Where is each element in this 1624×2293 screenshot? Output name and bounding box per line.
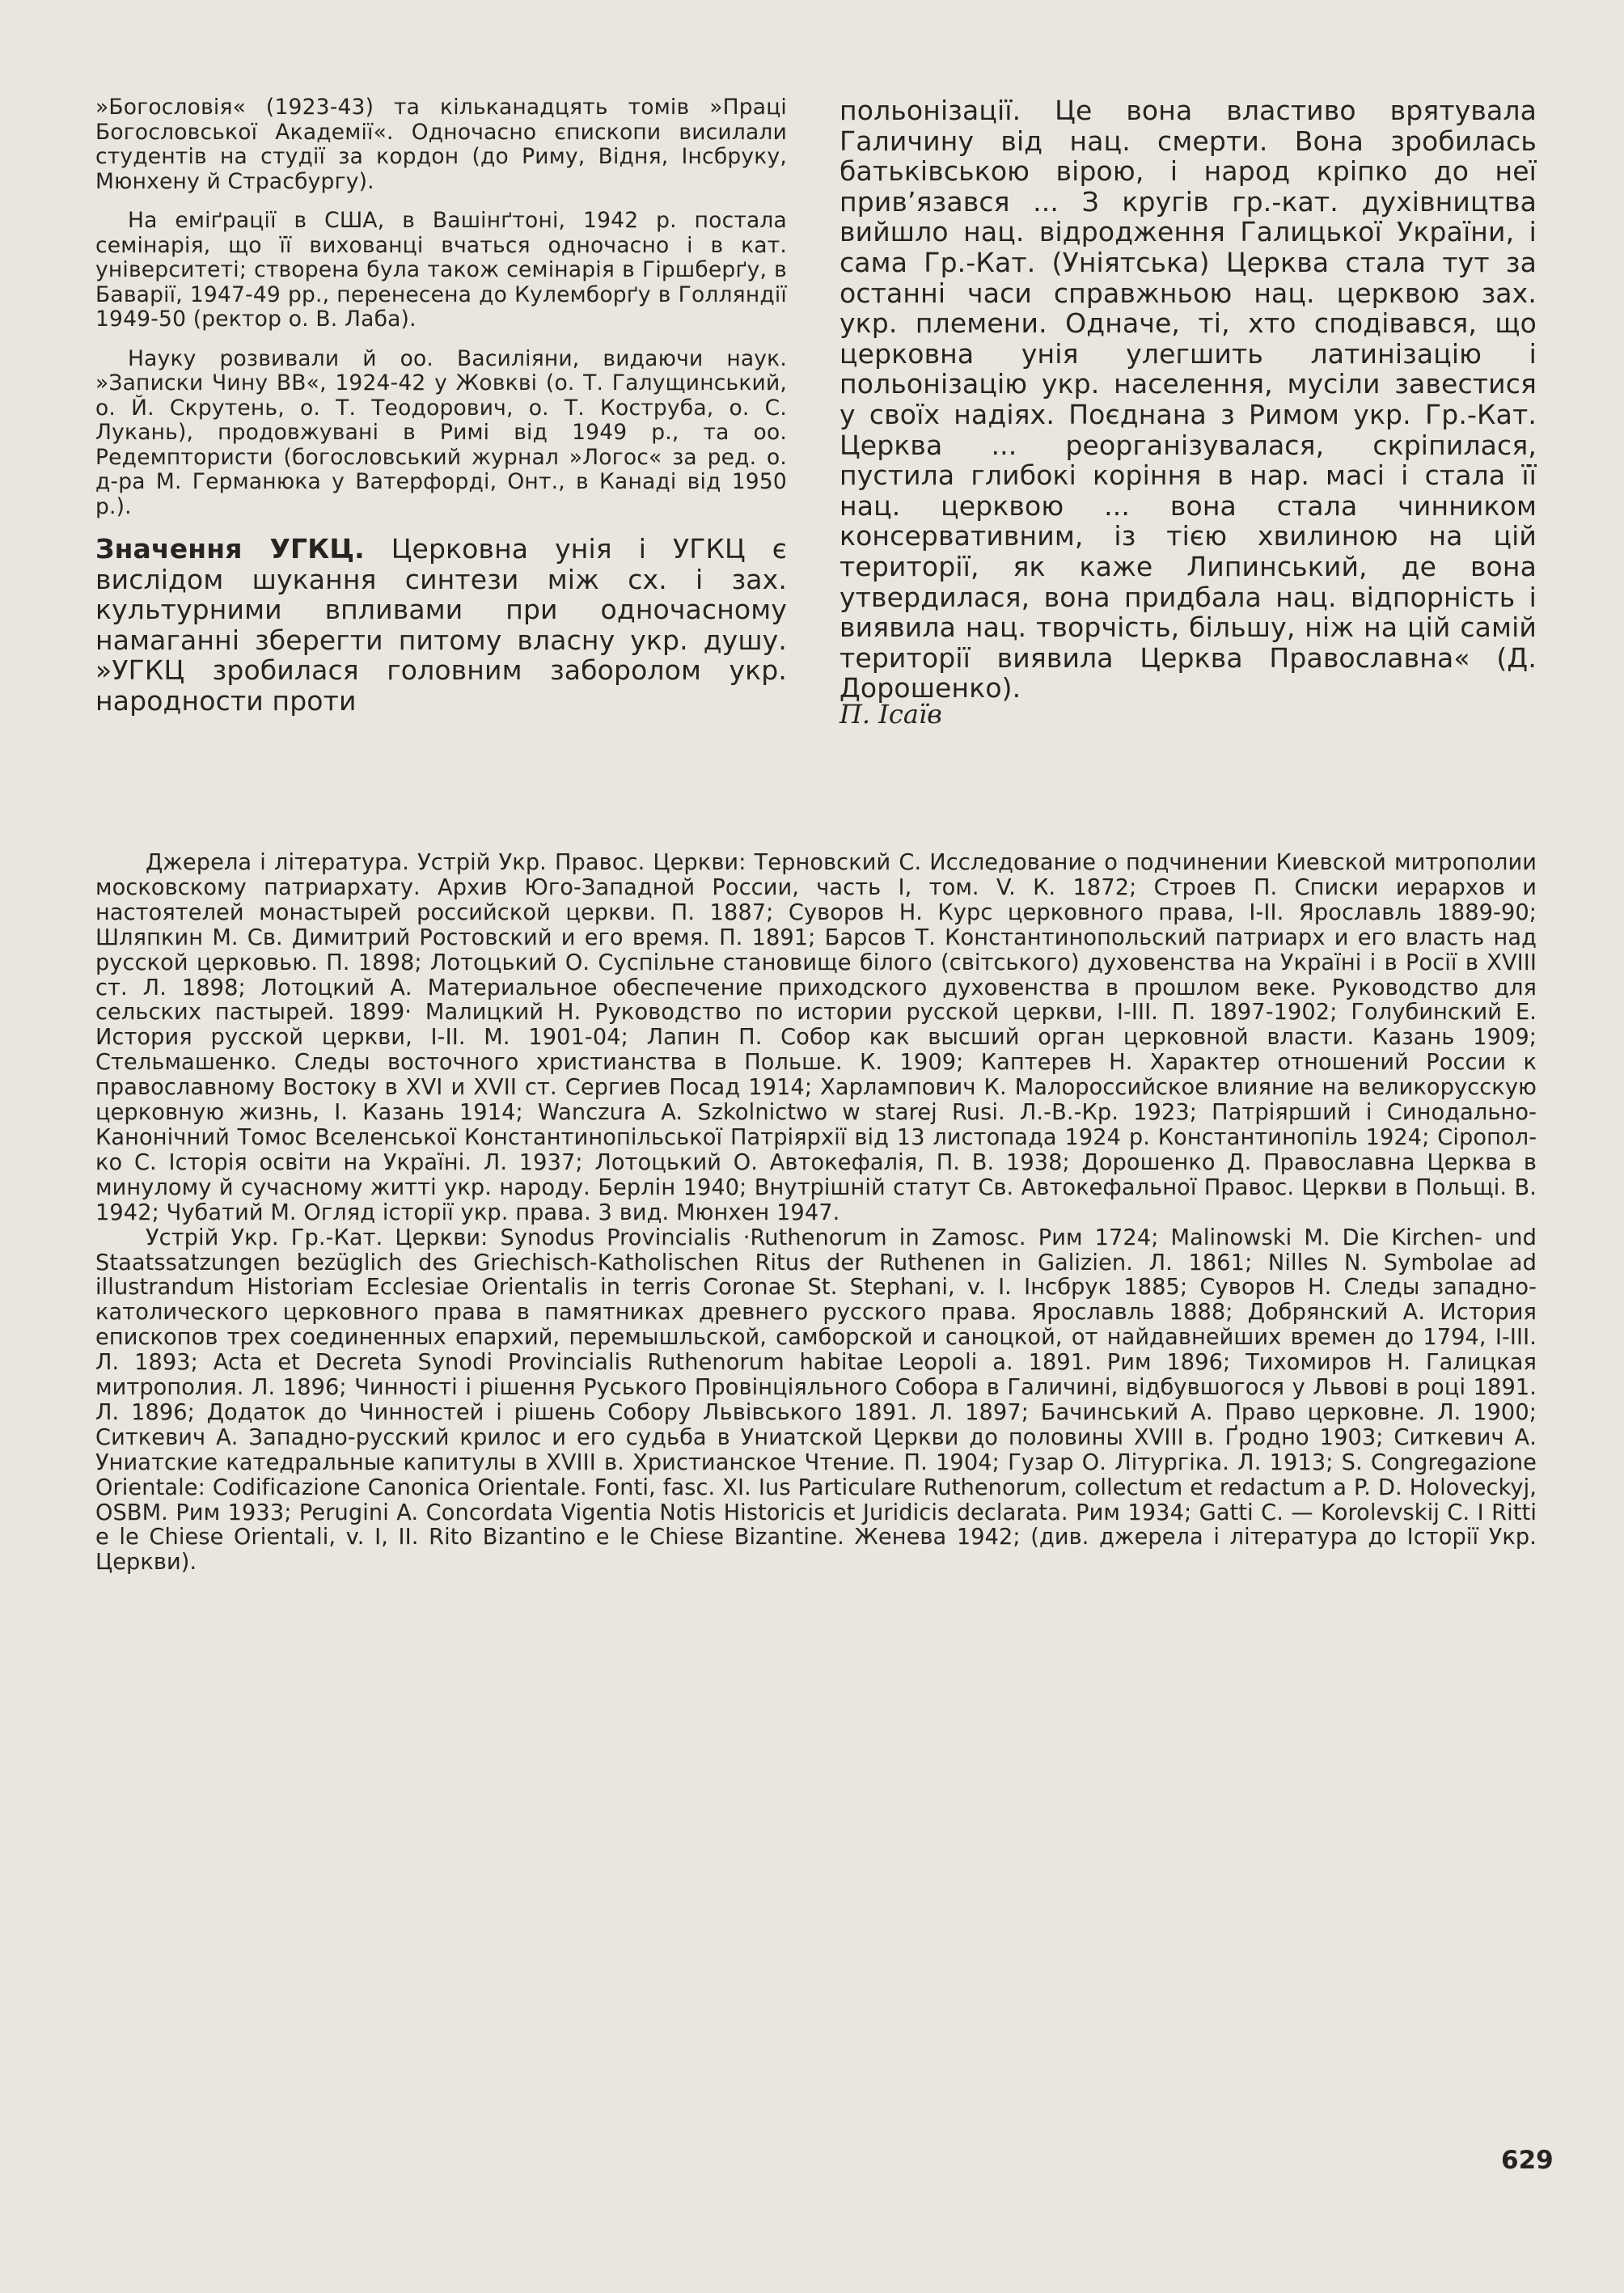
section-text: Церковна унія і УГКЦ є вислідом шукання синтези між сх. і зах. культурними впливами при одночасному намаганні зберегти питому власну укр. душу. »УГКЦ зробилася головним заборолом укр. народности проти [95, 533, 788, 717]
left-column [95, 95, 787, 717]
paragraph-basilian-science: Науку розвивали й оо. Василіяни, видаючи наук. »Записки Чину ВВ«, 1924-42 у Жовкві (о. Т. Галущинський, о. Й. Скрутень, о. Т. Теодорович, о. Т. Коструба, о. С. Лукань), продовжувані в Римі від 1949 р., та оо. Редемптористи (богословський журнал »Логос« за ред. о. д-ра М. Германюка у Ватерфорді, Онт., в Канаді від 1950 р.). [95, 345, 787, 519]
sources-greek-catholic-church: Устрій Укр. Гр.-Кат. Церкви: Synodus Provincialis ·Ruthenorum in Zamosc. Рим 1724; Malinowski M. Die Kirchen- und Staatssatzungen bezüglich des Griechisch-Katholischen Ritus der Ruthenen in Galizien. Л. 1861; Nilles N. Symbolae ad illustrandum Historiam Ecclesiae Orientalis in terris Coronae St. Stephani, v. I. Інсбрук 1885; Суворов Н. Следы западно-католического церковного права в памятниках древнего русского права. Ярославль 1888; Добрянский А. История епископов трех соединенных епархий, перемышльской, самборской и саноцкой, от найдавнейших времен до 1794, I-III. Л. 1893; Acta et Decreta Synodi Provincialis Ruthenorum habitae Leopoli a. 1891. Рим 1896; Тихомиров Н. Галицкая митрополия. Л. 1896; Чинності і рішення Руського Провінціяльного Собора в Галичині, відбувшогося у Львові в році 1891. Л. 1896; Додаток до Чинностей і рішень Собору Львівського 1891. Л. 1897; Бачинський А. Право церковне. Л. 1900; Ситкевич А. Западно-русский крилос и его судьба в Униатской Церкви до половины XVIII в. Ґродно 1903; Ситкевич А. Униатские катедральные капитулы в XVIII в. Христианское Чтение. П. 1904; Гузар О. Літургіка. Л. 1913; S. Congregazione Orientale: Codificazione Canonica Orientale. Fonti, fasc. XI. Ius Particulare Ruthenorum, collectum et redactum a P. D. Holoveckyj, OSBM. Рим 1933; Perugini A. Concordata Vigentia Notis Historicis et Juridicis declarata. Рим 1934; Gatti C. — Korolevskij C. I Ritti e le Chiese Orientali, v. I, II. Rito Bizantino e le Chiese Bizantine. Женева 1942; (див. джерела і література до Історії Укр. Церкви). [95, 1225, 1537, 1576]
section-heading: Значення УГКЦ. [95, 533, 365, 565]
article-author: П. Ісаїв [839, 698, 942, 730]
sources-orthodox-church: Джерела і література. Устрій Укр. Правос. Церкви: Терновский С. Исследование о подчинении Киевской митрополии московскому патриархату. Архив Юго-Западной России, часть I, том. V. К. 1872; Строев П. Списки иерархов и настоятелей монастырей российской церкви. П. 1887; Суворов Н. Курс церковного права, I-II. Ярославль 1889-90; Шляпкин М. Св. Димитрий Ростовский и его время. П. 1891; Барсов Т. Константинопольский патриарх и его власть над русской церковью. П. 1898; Лотоцький О. Суспільне становище білого (світського) духовенства на Україні і в Росії в XVIII ст. Л. 1898; Лотоцкий А. Материальное обеспечение приходского духовенства в прошлом веке. Руководство для сельских пастырей. 1899· Малицкий Н. Руководство по истории русской церкви, I-III. П. 1897-1902; Голубинский Е. История русской церкви, I-II. М. 1901-04; Лапин П. Собор как высший орган церковной власти. Казань 1909; Стельмашенко. Следы восточного христианства в Польше. К. 1909; Каптерев Н. Характер отношений России к православному Востоку в XVI и XVII ст. Сергиев Посад 1914; Харлампович К. Малороссийское влияние на великорусскую церковную жизнь, I. Казань 1914; Wanczura A. Szkolnictwo w starej Rusi. Л.-В.-Кр. 1923; Патріярший і Синодально-Канонічний Томос Вселенської Константинопільської Патріярхії від 13 листопада 1924 р. Константинопіль 1924; Сірополко С. Історія освіти на Україні. Л. 1937; Лотоцький О. Автокефалія, П. В. 1938; Дорошенко Д. Православна Церква в минулому й сучасному житті укр. народу. Берлін 1940; Внутрішній статут Св. Автокефальної Правос. Церкви в Польщі. В. 1942; Чубатий М. Огляд історії укр. права. 3 вид. Мюнхен 1947. [95, 850, 1537, 1225]
left-small-text [95, 95, 787, 519]
quote-paragraph: польонізації. Це вона властиво врятувала Галичину від нац. смерти. Вона зробилась батьківською вірою, і народ кріпко до неї прив’язався ... З кругів гр.-кат. духівництва вийшло нац. відродження Галицької України, і сама Гр.-Кат. (Уніятська) Церква стала тут за останні часи справжньою нац. церквою зах. укр. племени. Одначе, ті, хто сподівався, що церковна унія улегшить латинізацію і польонізацію укр. населення, мусіли завестися у своїх надіях. Поєднана з Римом укр. Гр.-Кат. Церква ... реорганізувалася, скріпилася, пустила глибокі коріння в нар. масі і стала її нац. церквою ... вона стала чинником консервативним, із тією хвилиною на цій території, як каже Липинський, де вона утвердилася, вона придбала нац. відпорність і виявила нац. творчість, більшу, ніж на цій самій території виявила Церква Православна« (Д. Дорошенко). [839, 95, 1537, 704]
page-number: 629 [1501, 2146, 1554, 2175]
right-column [839, 95, 1537, 730]
paragraph-theology-journals: »Богословія« (1923-43) та кільканадцять томів »Праці Богословської Академії«. Одночасно єпископи висилали студентів на студії за кордон (до Риму, Відня, Інсбруку, Мюнхену й Страсбургу). [95, 95, 787, 194]
section-significance [95, 534, 787, 717]
paragraph-emigration-seminaries: На еміґрації в США, в Вашінґтоні, 1942 р. постала семінарія, що її вихованці вчаться одночасно і в кат. університеті; створена була також семінарія в Гіршберґу, в Баварії, 1947-49 рр., перенесена до Кулемборґу в Голляндії 1949-50 (ректор о. В. Лаба). [95, 208, 787, 332]
sources-and-literature [95, 851, 1537, 1576]
